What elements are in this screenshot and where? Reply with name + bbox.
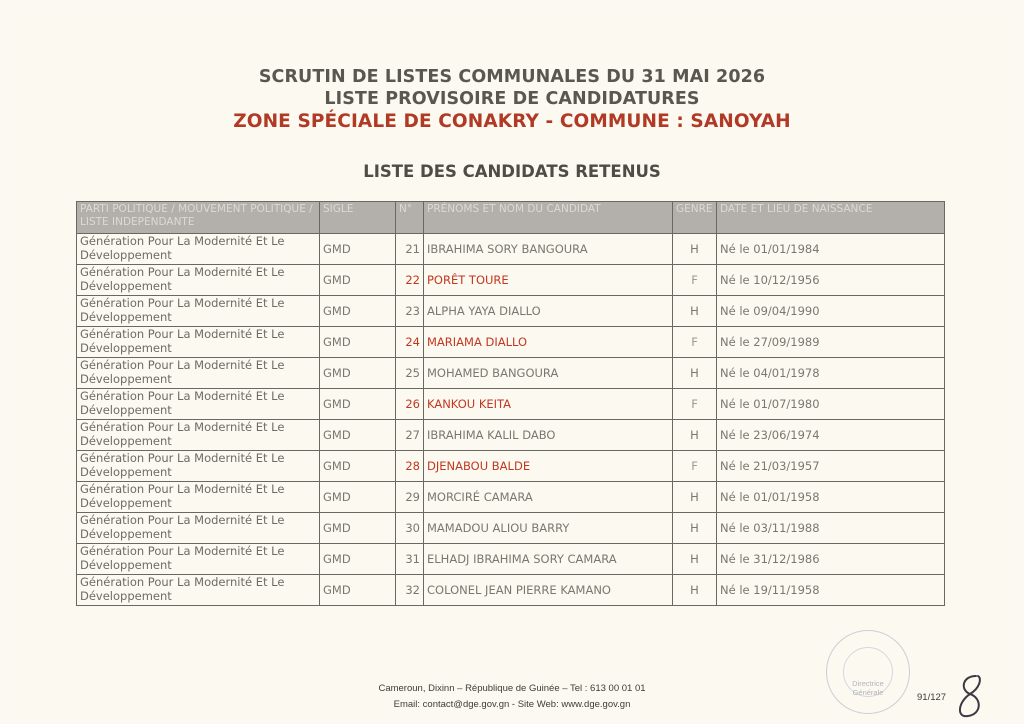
- cell-birth: Né le 01/07/1980: [717, 389, 945, 420]
- cell-number: 26: [396, 389, 424, 420]
- cell-sigle: GMD: [320, 575, 396, 606]
- cell-number: 25: [396, 358, 424, 389]
- table-row: [77, 420, 945, 451]
- cell-number: 28: [396, 451, 424, 482]
- cell-party: Génération Pour La Modernité Et Le Développement: [77, 575, 320, 606]
- cell-birth: Né le 27/09/1989: [717, 327, 945, 358]
- cell-party: Génération Pour La Modernité Et Le Développement: [77, 234, 320, 265]
- cell-birth: Né le 09/04/1990: [717, 296, 945, 327]
- cell-genre: H: [673, 513, 717, 544]
- cell-genre: H: [673, 234, 717, 265]
- cell-party: Génération Pour La Modernité Et Le Développement: [77, 420, 320, 451]
- cell-sigle: GMD: [320, 234, 396, 265]
- list-subtitle: LISTE DES CANDIDATS RETENUS: [363, 162, 661, 181]
- table-row: [77, 513, 945, 544]
- cell-candidate-name: MORCIRÉ CAMARA: [424, 482, 673, 513]
- cell-party: Génération Pour La Modernité Et Le Développement: [77, 482, 320, 513]
- cell-number: 29: [396, 482, 424, 513]
- cell-genre: F: [673, 389, 717, 420]
- cell-sigle: GMD: [320, 296, 396, 327]
- cell-candidate-name: ALPHA YAYA DIALLO: [424, 296, 673, 327]
- cell-number: 30: [396, 513, 424, 544]
- table-header-row: [77, 202, 945, 234]
- cell-number: 32: [396, 575, 424, 606]
- footer-address: Cameroun, Dixinn – République de Guinée – Tel : 613 00 01 01: [378, 683, 646, 694]
- cell-genre: F: [673, 451, 717, 482]
- table-row: [77, 327, 945, 358]
- cell-birth: Né le 23/06/1974: [717, 420, 945, 451]
- cell-birth: Né le 01/01/1958: [717, 482, 945, 513]
- footer-contact: Email: contact@dge.gov.gn - Site Web: www.dge.gov.gn: [393, 699, 631, 710]
- cell-genre: F: [673, 327, 717, 358]
- cell-sigle: GMD: [320, 482, 396, 513]
- cell-number: 23: [396, 296, 424, 327]
- cell-sigle: GMD: [320, 513, 396, 544]
- cell-birth: Né le 10/12/1956: [717, 265, 945, 296]
- cell-candidate-name: MOHAMED BANGOURA: [424, 358, 673, 389]
- header-number: N°: [396, 202, 424, 234]
- cell-party: Génération Pour La Modernité Et Le Développement: [77, 513, 320, 544]
- cell-number: 22: [396, 265, 424, 296]
- cell-sigle: GMD: [320, 389, 396, 420]
- cell-sigle: GMD: [320, 358, 396, 389]
- table-row: [77, 575, 945, 606]
- title-list-type: LISTE PROVISOIRE DE CANDIDATURES: [324, 89, 700, 109]
- cell-genre: H: [673, 482, 717, 513]
- cell-sigle: GMD: [320, 327, 396, 358]
- cell-genre: H: [673, 544, 717, 575]
- cell-genre: H: [673, 420, 717, 451]
- cell-birth: Né le 03/11/1988: [717, 513, 945, 544]
- cell-genre: H: [673, 296, 717, 327]
- cell-number: 24: [396, 327, 424, 358]
- document-heading: [0, 66, 1024, 133]
- header-genre: GENRE: [673, 202, 717, 234]
- header-candidate-name: PRÉNOMS ET NOM DU CANDIDAT: [424, 202, 673, 234]
- cell-sigle: GMD: [320, 265, 396, 296]
- cell-party: Génération Pour La Modernité Et Le Développement: [77, 327, 320, 358]
- table-row: [77, 358, 945, 389]
- table-row: [77, 296, 945, 327]
- cell-candidate-name: PORÊT TOURE: [424, 265, 673, 296]
- header-sigle: SIGLE: [320, 202, 396, 234]
- cell-candidate-name: ELHADJ IBRAHIMA SORY CAMARA: [424, 544, 673, 575]
- cell-birth: Né le 04/01/1978: [717, 358, 945, 389]
- page-number: 91/127: [917, 692, 947, 703]
- header-birth: DATE ET LIEU DE NAISSANCE: [717, 202, 945, 234]
- cell-birth: Né le 31/12/1986: [717, 544, 945, 575]
- cell-sigle: GMD: [320, 420, 396, 451]
- cell-number: 21: [396, 234, 424, 265]
- cell-number: 27: [396, 420, 424, 451]
- table-row: [77, 234, 945, 265]
- stamp-center-text: Directrice Générale: [852, 679, 884, 697]
- table-row: [77, 451, 945, 482]
- cell-candidate-name: MAMADOU ALIOU BARRY: [424, 513, 673, 544]
- header-party: PARTI POLITIQUE / MOUVEMENT POLITIQUE / LISTE INDEPENDANTE: [77, 202, 320, 234]
- cell-candidate-name: IBRAHIMA KALIL DABO: [424, 420, 673, 451]
- cell-sigle: GMD: [320, 544, 396, 575]
- cell-party: Génération Pour La Modernité Et Le Développement: [77, 389, 320, 420]
- cell-genre: H: [673, 358, 717, 389]
- cell-candidate-name: IBRAHIMA SORY BANGOURA: [424, 234, 673, 265]
- candidates-table: [76, 201, 945, 606]
- title-election: SCRUTIN DE LISTES COMMUNALES DU 31 MAI 2026: [258, 67, 766, 87]
- cell-birth: Né le 21/03/1957: [717, 451, 945, 482]
- title-zone-commune: ZONE SPÉCIALE DE CONAKRY - COMMUNE : SANOYAH: [233, 111, 791, 132]
- cell-party: Génération Pour La Modernité Et Le Développement: [77, 296, 320, 327]
- cell-party: Génération Pour La Modernité Et Le Développement: [77, 265, 320, 296]
- cell-birth: Né le 19/11/1958: [717, 575, 945, 606]
- cell-number: 31: [396, 544, 424, 575]
- cell-candidate-name: DJENABOU BALDE: [424, 451, 673, 482]
- cell-candidate-name: KANKOU KEITA: [424, 389, 673, 420]
- table-row: [77, 265, 945, 296]
- table-row: [77, 482, 945, 513]
- official-stamp: [826, 630, 910, 714]
- table-row: [77, 389, 945, 420]
- table-row: [77, 544, 945, 575]
- cell-party: Génération Pour La Modernité Et Le Développement: [77, 358, 320, 389]
- cell-sigle: GMD: [320, 451, 396, 482]
- cell-candidate-name: COLONEL JEAN PIERRE KAMANO: [424, 575, 673, 606]
- cell-genre: F: [673, 265, 717, 296]
- cell-candidate-name: MARIAMA DIALLO: [424, 327, 673, 358]
- cell-birth: Né le 01/01/1984: [717, 234, 945, 265]
- cell-genre: H: [673, 575, 717, 606]
- cell-party: Génération Pour La Modernité Et Le Développement: [77, 451, 320, 482]
- signature-mark: [952, 672, 988, 720]
- cell-party: Génération Pour La Modernité Et Le Développement: [77, 544, 320, 575]
